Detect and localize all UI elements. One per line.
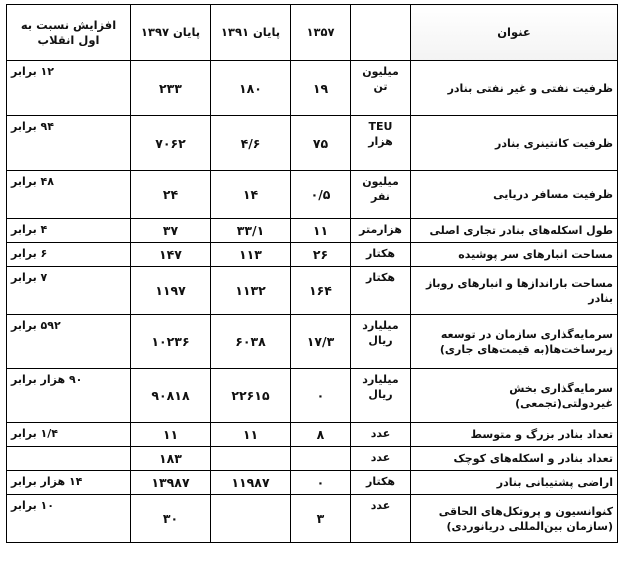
row-increase: ۵۹۲ برابر bbox=[7, 315, 131, 369]
header-year-1391: پایان ۱۳۹۱ bbox=[211, 5, 291, 61]
row-title: ظرفیت نفتی و غیر نفتی بنادر bbox=[411, 61, 618, 116]
row-value-1357: ۰/۵ bbox=[291, 171, 351, 219]
row-value-1397: ۳۷ bbox=[131, 219, 211, 243]
row-title: سرمایه‌گذاری سازمان در توسعه زیرساخت‌ها(به قیمت‌های جاری) bbox=[411, 315, 618, 369]
header-unit bbox=[351, 5, 411, 61]
row-unit: میلیارد ریال bbox=[351, 315, 411, 369]
row-increase bbox=[7, 447, 131, 471]
row-unit: هکتار bbox=[351, 267, 411, 315]
row-value-1391: ۱۸۰ bbox=[211, 61, 291, 116]
row-value-1397: ۱۴۷ bbox=[131, 243, 211, 267]
table-row bbox=[7, 267, 618, 315]
row-title: مساحت باراندازها و انبارهای روباز بنادر bbox=[411, 267, 618, 315]
row-value-1391: ۱۴ bbox=[211, 171, 291, 219]
row-title: ظرفیت مسافر دریایی bbox=[411, 171, 618, 219]
row-value-1357: ۷۵ bbox=[291, 116, 351, 171]
table-row bbox=[7, 116, 618, 171]
row-value-1357: ۰ bbox=[291, 471, 351, 495]
row-increase: ۱/۴ برابر bbox=[7, 423, 131, 447]
header-year-1357: ۱۳۵۷ bbox=[291, 5, 351, 61]
row-increase: ۱۲ برابر bbox=[7, 61, 131, 116]
row-value-1397: ۱۰۲۳۶ bbox=[131, 315, 211, 369]
row-value-1357: ۳ bbox=[291, 495, 351, 543]
row-increase: ۱۴ هزار برابر bbox=[7, 471, 131, 495]
table-row bbox=[7, 61, 618, 116]
row-unit: هکتار bbox=[351, 243, 411, 267]
row-value-1397: ۲۳۳ bbox=[131, 61, 211, 116]
row-value-1397: ۱۱۹۷ bbox=[131, 267, 211, 315]
row-value-1391: ۱۱ bbox=[211, 423, 291, 447]
table-row bbox=[7, 219, 618, 243]
row-unit: میلیون تن bbox=[351, 61, 411, 116]
row-unit: عدد bbox=[351, 423, 411, 447]
row-increase: ۴ برابر bbox=[7, 219, 131, 243]
row-increase: ۴۸ برابر bbox=[7, 171, 131, 219]
row-title: تعداد بنادر و اسکله‌های کوچک bbox=[411, 447, 618, 471]
table-body bbox=[7, 61, 618, 543]
row-unit: هکتار bbox=[351, 471, 411, 495]
row-unit: میلیون نفر bbox=[351, 171, 411, 219]
row-title: کنوانسیون و پروتکل‌های الحاقی (سازمان بین‌المللی دریانوردی) bbox=[411, 495, 618, 543]
header-year-1397: پایان ۱۳۹۷ bbox=[131, 5, 211, 61]
row-increase: ۶ برابر bbox=[7, 243, 131, 267]
row-value-1397: ۲۴ bbox=[131, 171, 211, 219]
row-unit: عدد bbox=[351, 495, 411, 543]
row-value-1397: ۱۱ bbox=[131, 423, 211, 447]
row-value-1357: ۱۱ bbox=[291, 219, 351, 243]
row-value-1397: ۱۸۳ bbox=[131, 447, 211, 471]
table-row bbox=[7, 369, 618, 423]
row-value-1357: ۸ bbox=[291, 423, 351, 447]
header-increase: افزایش نسبت به اول انقلاب bbox=[7, 5, 131, 61]
row-title: اراضی پشتیبانی بنادر bbox=[411, 471, 618, 495]
row-value-1391: ۴/۶ bbox=[211, 116, 291, 171]
row-value-1357: ۱۶۴ bbox=[291, 267, 351, 315]
row-value-1397: ۳۰ bbox=[131, 495, 211, 543]
row-title: مساحت انبارهای سر پوشیده bbox=[411, 243, 618, 267]
row-value-1357: ۲۶ bbox=[291, 243, 351, 267]
row-unit: هزارمتر bbox=[351, 219, 411, 243]
row-value-1397: ۷۰۶۲ bbox=[131, 116, 211, 171]
table-row bbox=[7, 171, 618, 219]
table-row bbox=[7, 315, 618, 369]
header-title: عنوان bbox=[411, 5, 618, 61]
row-value-1357 bbox=[291, 447, 351, 471]
row-title: ظرفیت کانتینری بنادر bbox=[411, 116, 618, 171]
row-value-1391 bbox=[211, 447, 291, 471]
row-unit: عدد bbox=[351, 447, 411, 471]
row-increase: ۹۰ هزار برابر bbox=[7, 369, 131, 423]
row-value-1397: ۹۰۸۱۸ bbox=[131, 369, 211, 423]
row-unit: میلیارد ریال bbox=[351, 369, 411, 423]
table-row bbox=[7, 423, 618, 447]
statistics-table bbox=[6, 4, 618, 543]
row-unit: TEU هزار bbox=[351, 116, 411, 171]
table-row bbox=[7, 495, 618, 543]
row-value-1397: ۱۳۹۸۷ bbox=[131, 471, 211, 495]
table-row bbox=[7, 471, 618, 495]
row-value-1391: ۱۱۳۲ bbox=[211, 267, 291, 315]
row-value-1391: ۱۱۳ bbox=[211, 243, 291, 267]
row-increase: ۷ برابر bbox=[7, 267, 131, 315]
row-value-1391: ۲۲۶۱۵ bbox=[211, 369, 291, 423]
row-increase: ۱۰ برابر bbox=[7, 495, 131, 543]
row-value-1391 bbox=[211, 495, 291, 543]
row-increase: ۹۴ برابر bbox=[7, 116, 131, 171]
row-title: تعداد بنادر بزرگ و متوسط bbox=[411, 423, 618, 447]
row-value-1391: ۳۳/۱ bbox=[211, 219, 291, 243]
row-value-1357: ۱۷/۳ bbox=[291, 315, 351, 369]
row-value-1391: ۱۱۹۸۷ bbox=[211, 471, 291, 495]
row-title: طول اسکله‌های بنادر تجاری اصلی bbox=[411, 219, 618, 243]
table-row bbox=[7, 243, 618, 267]
row-title: سرمایه‌گذاری بخش غیردولتی(تجمعی) bbox=[411, 369, 618, 423]
row-value-1357: ۱۹ bbox=[291, 61, 351, 116]
row-value-1357: ۰ bbox=[291, 369, 351, 423]
table-row bbox=[7, 447, 618, 471]
table-container bbox=[6, 4, 617, 543]
row-value-1391: ۶۰۳۸ bbox=[211, 315, 291, 369]
header-row bbox=[7, 5, 618, 61]
